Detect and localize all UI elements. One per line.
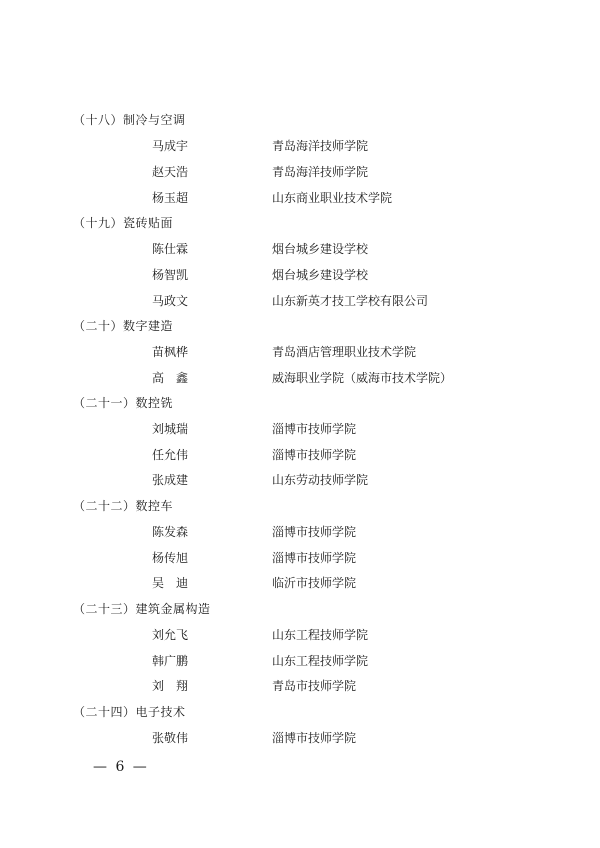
page-number: — 6 — (93, 759, 149, 775)
organization-name: 山东工程技师学院 (272, 654, 369, 668)
organization-name: 山东劳动技师学院 (272, 473, 369, 487)
person-name: 吴 迪 (152, 576, 189, 590)
list-item (0, 522, 600, 542)
section-title: （二十一）数控铣 (73, 396, 174, 410)
organization-name: 山东工程技师学院 (272, 628, 369, 642)
organization-name: 威海职业学院（威海市技术学院） (272, 371, 453, 385)
person-name: 陈仕霖 (152, 242, 189, 256)
person-name: 苗枫桦 (152, 345, 189, 359)
list-item (0, 342, 600, 362)
list-item (0, 136, 600, 156)
list-item (0, 651, 600, 671)
list-item (0, 676, 600, 696)
organization-name: 淄博市技师学院 (272, 731, 357, 745)
section-title: （二十二）数控车 (73, 499, 174, 513)
person-name: 刘允飞 (152, 628, 189, 642)
list-item (0, 419, 600, 439)
person-name: 张敬伟 (152, 731, 189, 745)
person-name: 刘城瑞 (152, 422, 189, 436)
list-item (0, 188, 600, 208)
section-title: （十八）制冷与空调 (73, 113, 186, 127)
list-item (0, 470, 600, 490)
organization-name: 淄博市技师学院 (272, 525, 357, 539)
section-title: （二十四）电子技术 (73, 705, 186, 719)
organization-name: 青岛市技师学院 (272, 679, 357, 693)
organization-name: 淄博市技师学院 (272, 448, 357, 462)
organization-name: 山东商业职业技术学院 (272, 191, 393, 205)
person-name: 杨智凯 (152, 268, 189, 282)
person-name: 杨玉超 (152, 191, 189, 205)
list-item (0, 291, 600, 311)
section-title: （二十三）建筑金属构造 (73, 602, 211, 616)
organization-name: 青岛海洋技师学院 (272, 139, 369, 153)
list-item (0, 368, 600, 388)
organization-name: 青岛酒店管理职业技术学院 (272, 345, 417, 359)
person-name: 刘 翔 (152, 679, 189, 693)
person-name: 韩广鹏 (152, 654, 189, 668)
section-title: （二十）数字建造 (73, 319, 174, 333)
section-title: （十九）瓷砖贴面 (73, 216, 174, 230)
person-name: 赵天浩 (152, 165, 189, 179)
person-name: 高 鑫 (152, 371, 189, 385)
list-item (0, 239, 600, 259)
person-name: 杨传旭 (152, 551, 189, 565)
organization-name: 烟台城乡建设学校 (272, 242, 369, 256)
list-item (0, 573, 600, 593)
person-name: 陈发森 (152, 525, 189, 539)
list-item (0, 445, 600, 465)
person-name: 张成建 (152, 473, 189, 487)
organization-name: 青岛海洋技师学院 (272, 165, 369, 179)
person-name: 马成宇 (152, 139, 189, 153)
list-item (0, 728, 600, 748)
list-item (0, 625, 600, 645)
organization-name: 临沂市技师学院 (272, 576, 357, 590)
list-item (0, 265, 600, 285)
list-item (0, 548, 600, 568)
organization-name: 淄博市技师学院 (272, 422, 357, 436)
organization-name: 烟台城乡建设学校 (272, 268, 369, 282)
list-item (0, 162, 600, 182)
person-name: 任允伟 (152, 448, 189, 462)
person-name: 马政文 (152, 294, 189, 308)
organization-name: 山东新英才技工学校有限公司 (272, 294, 429, 308)
organization-name: 淄博市技师学院 (272, 551, 357, 565)
